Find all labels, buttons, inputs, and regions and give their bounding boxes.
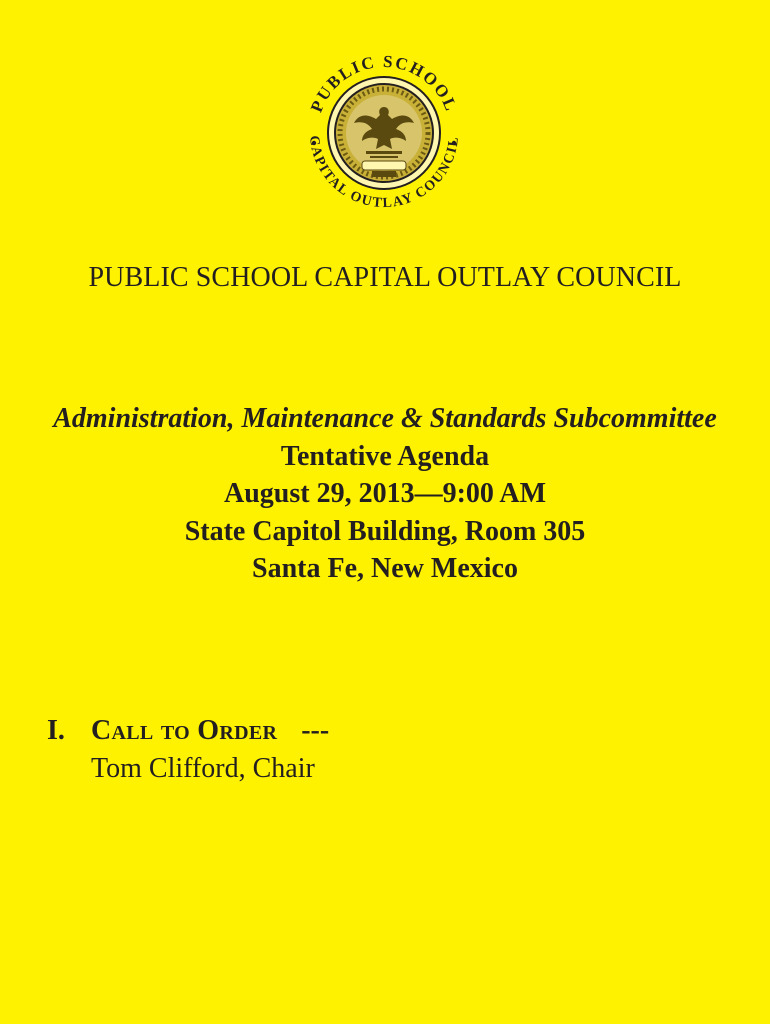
agenda-item-number: I.: [47, 715, 65, 746]
agenda-item-title: Call to Order: [91, 715, 278, 746]
seal-top-text: PUBLIC SCHOOL: [306, 51, 462, 115]
agenda-header: [0, 400, 770, 588]
council-seal: [296, 45, 472, 221]
motto-scroll-icon: [362, 161, 406, 170]
subcommittee-name: Administration, Maintenance & Standards Subcommittee: [53, 403, 717, 434]
agenda-item-presenter: Tom Clifford, Chair: [91, 753, 315, 784]
agenda-item-heading: [47, 712, 329, 750]
meeting-date-time: August 29, 2013—9:00 AM: [223, 478, 546, 509]
document-type: Tentative Agenda: [280, 440, 490, 472]
agenda-item: [47, 712, 329, 788]
meeting-location: State Capitol Building, Room 305: [184, 515, 586, 547]
council-title: PUBLIC SCHOOL CAPITAL OUTLAY COUNCIL: [88, 262, 682, 293]
seal-bottom-text: CAPITAL OUTLAY COUNCIL: [305, 134, 463, 212]
seal-emblem-icon: [296, 45, 472, 221]
meeting-city: Santa Fe, New Mexico: [252, 553, 518, 584]
agenda-item-separator: ---: [301, 715, 330, 746]
